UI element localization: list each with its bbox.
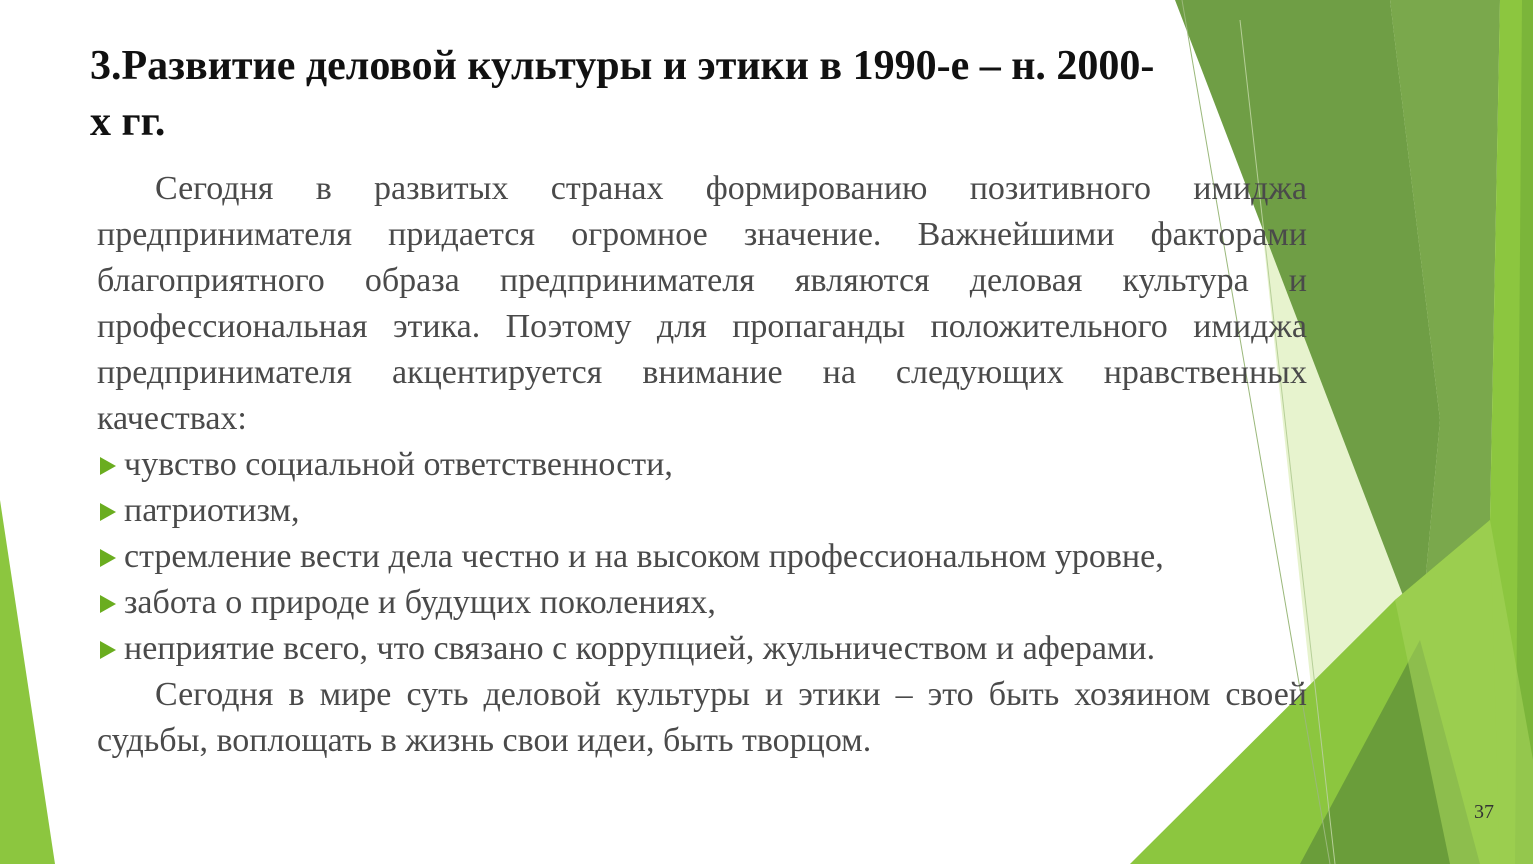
- list-item-text: чувство социальной ответственности,: [124, 446, 673, 483]
- triangle-right-icon: [100, 457, 116, 475]
- qualities-list: [97, 442, 1307, 672]
- bg-shape-left-sliver: [0, 500, 55, 864]
- intro-paragraph: Сегодня в развитых странах формированию позитивного имиджа предпринимателя придается огромное значение. Важнейшими факторами благоприятного образа предпринимателя являются деловая культура и профессиональная этика. Поэтому для пропаганды положительного имиджа предпринимателя акцентируется внимание на следующих нравственных качествах:: [97, 170, 1307, 437]
- page-number: 37: [1474, 801, 1494, 823]
- conclusion-paragraph: Сегодня в мире суть деловой культуры и этики – это быть хозяином своей судьбы, воплощать в жизнь свои идеи, быть творцом.: [97, 676, 1307, 759]
- list-item-text: забота о природе и будущих поколениях,: [124, 584, 716, 621]
- list-item: [97, 580, 1307, 626]
- list-item: [97, 488, 1307, 534]
- triangle-right-icon: [100, 503, 116, 521]
- list-item-text: патриотизм,: [124, 492, 300, 529]
- list-item: [97, 626, 1307, 672]
- slide-body: [97, 166, 1307, 764]
- list-item: [97, 442, 1307, 488]
- triangle-right-icon: [100, 641, 116, 659]
- list-item-text: стремление вести дела честно и на высоком профессиональном уровне,: [124, 538, 1164, 575]
- triangle-right-icon: [100, 549, 116, 567]
- list-item: [97, 534, 1307, 580]
- slide-title: 3.Развитие деловой культуры и этики в 1990-е – н. 2000-х гг.: [90, 43, 1155, 145]
- triangle-right-icon: [100, 595, 116, 613]
- list-item-text: неприятие всего, что связано с коррупцией, жульничеством и аферами.: [124, 630, 1156, 667]
